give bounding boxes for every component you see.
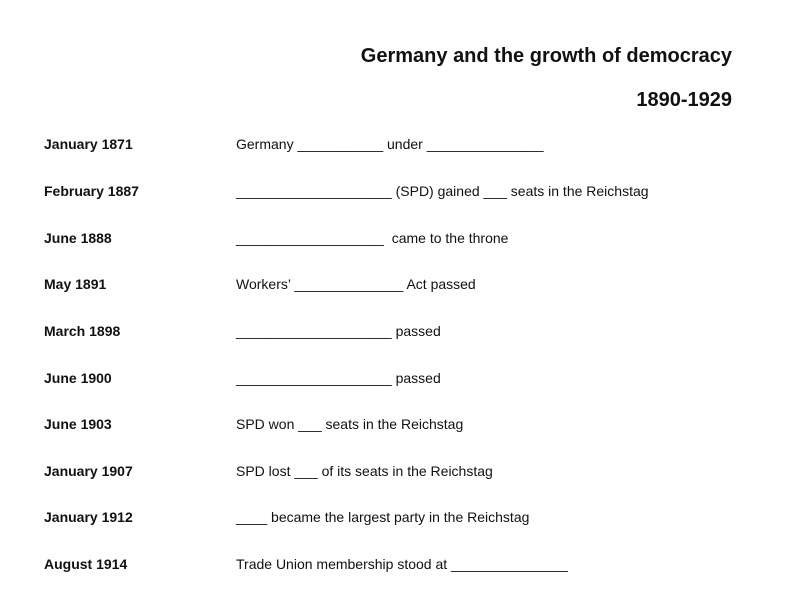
- timeline-row: [0, 463, 786, 487]
- timeline-row: [0, 276, 786, 300]
- timeline-date: June 1900: [44, 370, 112, 386]
- timeline-row: [0, 416, 786, 440]
- timeline-event: ___________________ came to the throne: [236, 230, 509, 246]
- timeline-date: August 1914: [44, 556, 128, 572]
- timeline-date: January 1871: [44, 136, 133, 152]
- timeline-date: February 1887: [44, 183, 139, 199]
- timeline-event: SPD lost ___ of its seats in the Reichstag: [236, 463, 493, 479]
- timeline-event: ____________________ (SPD) gained ___ seats in the Reichstag: [236, 183, 649, 199]
- timeline-date: May 1891: [44, 276, 107, 292]
- timeline-event: Germany ___________ under _______________: [236, 136, 544, 152]
- page-subtitle-years: 1890-1929: [636, 89, 732, 111]
- timeline-row: [0, 556, 786, 580]
- timeline-event: Trade Union membership stood at _______________: [236, 556, 568, 572]
- timeline-event: ____ became the largest party in the Reichstag: [236, 509, 530, 525]
- timeline-row: [0, 230, 786, 254]
- timeline-date: June 1903: [44, 416, 112, 432]
- page-title: Germany and the growth of democracy: [360, 45, 732, 67]
- timeline-row: [0, 136, 786, 160]
- timeline-event: ____________________ passed: [236, 323, 441, 339]
- timeline-event: ____________________ passed: [236, 370, 441, 386]
- timeline-date: March 1898: [44, 323, 121, 339]
- timeline-date: June 1888: [44, 230, 112, 246]
- timeline-row: [0, 509, 786, 533]
- timeline-row: [0, 370, 786, 394]
- timeline-event: SPD won ___ seats in the Reichstag: [236, 416, 464, 432]
- timeline-event: Workers’ ______________ Act passed: [236, 276, 476, 292]
- timeline-row: [0, 323, 786, 347]
- timeline-date: January 1907: [44, 463, 133, 479]
- timeline-date: January 1912: [44, 509, 133, 525]
- timeline-row: [0, 183, 786, 207]
